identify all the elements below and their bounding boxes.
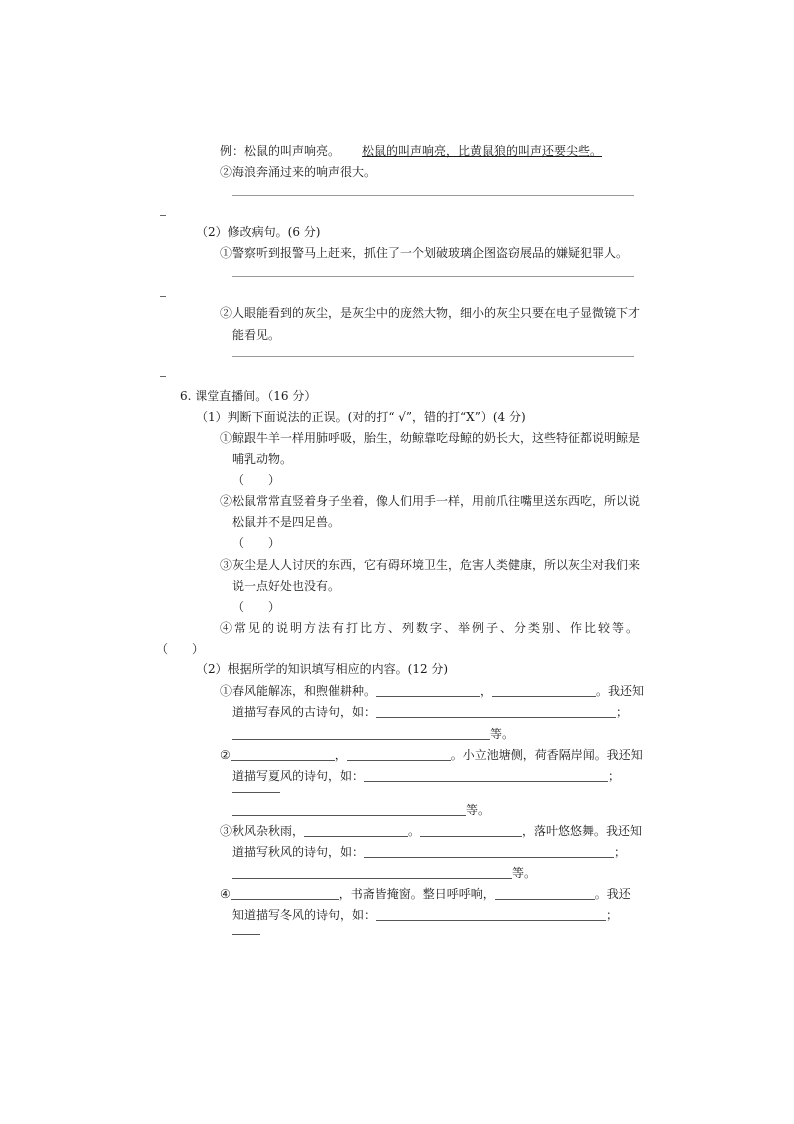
judge-2: ②松鼠常常直竖着身子坐着，像人们用手一样，用前爪往嘴里送东西吃，所以说 xyxy=(220,494,641,508)
spring-line-2 xyxy=(232,704,628,720)
comma: ， xyxy=(480,684,493,698)
judge-4: ④常见的说明方法有打比方、列数字、举例子、分类别、作比较等。 xyxy=(220,621,641,635)
autumn-text-3: 道描写秋风的诗句，如： xyxy=(232,845,365,859)
spring-line-1 xyxy=(220,683,644,699)
autumn-line-3 xyxy=(232,865,536,881)
summer-line-1 xyxy=(220,747,643,763)
answer-line[interactable] xyxy=(232,195,634,196)
autumn-blank-1[interactable] xyxy=(304,824,408,837)
judge-1: ①鲸跟牛羊一样用肺呼吸，胎生，幼鲸靠吃母鲸的奶长大，这些特征都说明鲸是 xyxy=(220,431,641,445)
winter-text-3: 知道描写冬风的诗句，如： xyxy=(232,908,377,922)
judge-3-cont: 说一点好处也没有。 xyxy=(232,579,341,593)
part1-header: （1）判断下面说法的正误。(对的打“ √”，错的打“X”）(4 分) xyxy=(196,410,526,424)
margin-mark xyxy=(160,376,166,377)
autumn-text-2: ，落叶悠悠舞。我还知 xyxy=(522,824,643,838)
spring-poem-blank-2[interactable] xyxy=(232,727,490,740)
winter-poem-blank-1[interactable] xyxy=(376,908,606,921)
winter-poem-blank-2[interactable] xyxy=(232,934,260,935)
autumn-poem-blank-1[interactable] xyxy=(364,845,614,858)
comma: ， xyxy=(334,748,347,762)
etc: 等。 xyxy=(466,803,491,817)
spring-blank-2[interactable] xyxy=(492,684,596,697)
etc: 等。 xyxy=(512,866,537,880)
winter-num: ④ xyxy=(220,887,231,901)
example-line xyxy=(220,143,602,159)
semicolon: ； xyxy=(614,845,627,859)
summer-line-2 xyxy=(232,768,620,784)
semicolon: ； xyxy=(608,769,621,783)
autumn-blank-2[interactable] xyxy=(420,824,522,837)
question-6-title: 6. 课堂直播间。（16 分） xyxy=(180,389,317,403)
winter-line-1 xyxy=(220,886,631,902)
margin-mark xyxy=(160,215,166,216)
summer-text-2: 道描写夏风的诗句，如： xyxy=(232,769,365,783)
winter-line-2 xyxy=(232,907,618,923)
period: 。 xyxy=(408,824,421,838)
summer-blank-1[interactable] xyxy=(231,748,335,761)
summer-poem-blank-1[interactable] xyxy=(364,769,608,782)
autumn-line-1 xyxy=(220,823,642,839)
fix-sentence-1: ①警察听到报警马上赶来，抓住了一个划破玻璃企图盗窃展品的嫌疑犯罪人。 xyxy=(220,246,629,260)
spring-blank-1[interactable] xyxy=(376,684,480,697)
example-prefix: 例：松鼠的叫声响亮。 xyxy=(220,144,341,158)
judge-3-paren[interactable]: （ ） xyxy=(232,600,281,614)
margin-mark xyxy=(160,296,166,297)
fix-sentence-2: ②人眼能看到的灰尘，是灰尘中的庞然大物，细小的灰尘只要在电子显微镜下才 xyxy=(220,306,641,320)
etc: 等。 xyxy=(490,727,515,741)
answer-line[interactable] xyxy=(232,276,634,277)
example-answer: 松鼠的叫声响亮，比黄鼠狼的叫声还要尖些。 xyxy=(362,144,603,158)
autumn-poem-blank-2[interactable] xyxy=(232,866,512,879)
summer-poem-blank-3[interactable] xyxy=(232,803,466,816)
judge-1-cont: 哺乳动物。 xyxy=(232,452,293,466)
autumn-line-2 xyxy=(232,844,626,860)
fix-sentence-2-cont: 能看见。 xyxy=(232,328,281,342)
judge-1-paren[interactable]: （ ） xyxy=(232,473,281,487)
winter-text: ，书斋皆掩窗。整日呼呼响， xyxy=(338,887,495,901)
judge-2-paren[interactable]: （ ） xyxy=(232,536,281,550)
judge-2-cont: 松鼠并不是四足兽。 xyxy=(232,515,341,529)
winter-blank-1[interactable] xyxy=(231,887,339,900)
part2-header: （2）修改病句。(6 分) xyxy=(196,225,321,239)
spring-poem-blank-1[interactable] xyxy=(376,705,616,718)
spring-text-2: 。我还知 xyxy=(596,684,645,698)
autumn-text: ③秋风杂秋雨， xyxy=(220,824,305,838)
spring-line-3 xyxy=(232,726,514,742)
item-2: ②海浪奔涌过来的响声很大。 xyxy=(220,165,377,179)
summer-blank-2[interactable] xyxy=(347,748,451,761)
winter-text-2: 。我还 xyxy=(594,887,631,901)
summer-line-3 xyxy=(232,802,490,818)
semicolon: ； xyxy=(606,908,619,922)
semicolon: ； xyxy=(616,705,629,719)
spring-text-3: 道描写春风的古诗句，如： xyxy=(232,705,377,719)
judge-4-paren[interactable]: （ ） xyxy=(156,642,205,656)
spring-text: ①春风能解冻，和煦催耕种。 xyxy=(220,684,377,698)
summer-text: 。小立池塘侧，荷香隔岸闻。我还知 xyxy=(450,748,643,762)
summer-num: ② xyxy=(220,748,231,762)
winter-blank-2[interactable] xyxy=(495,887,595,900)
judge-3: ③灰尘是人人讨厌的东西，它有碍环境卫生，危害人类健康，所以灰尘对我们来 xyxy=(220,558,641,572)
summer-poem-blank-2[interactable] xyxy=(232,792,280,793)
answer-line[interactable] xyxy=(232,356,634,357)
part2-fill-header: （2）根据所学的知识填写相应的内容。(12 分) xyxy=(196,662,449,676)
